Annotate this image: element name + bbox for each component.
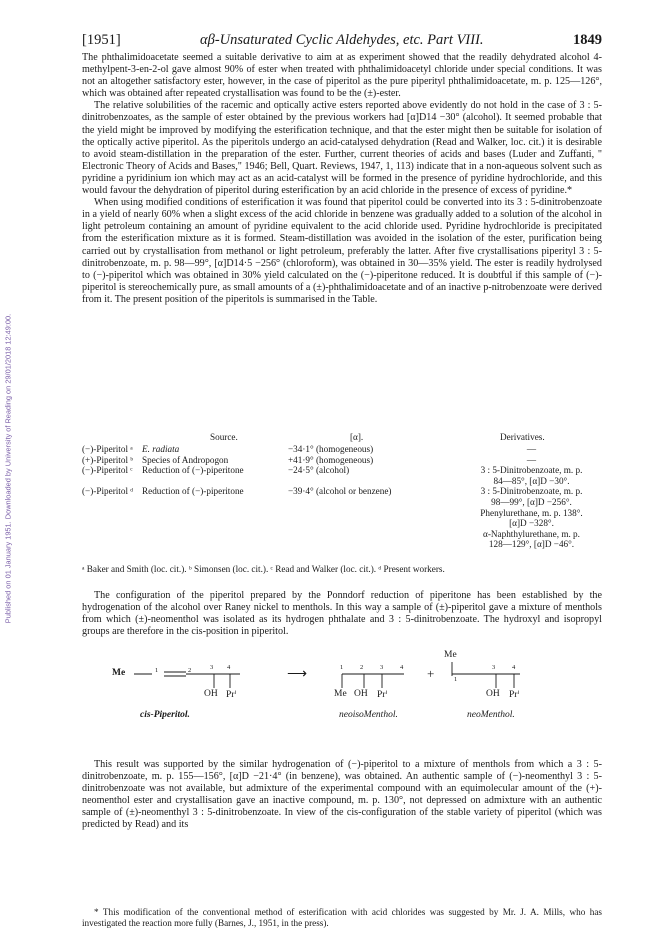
table-cell: −34·1° (homogeneous) xyxy=(288,444,374,454)
atom-number: 3 xyxy=(380,664,384,671)
atom-number: 4 xyxy=(400,664,404,671)
download-stamp-text: Published on 01 January 1951. Downloaded by University of Reading on 29/01/2018 12:49:00. xyxy=(3,313,13,624)
derivative-line: 84—85°, [α]D −30°. xyxy=(493,475,570,486)
derivative-line: 3 : 5-Dinitrobenzoate, m. p. xyxy=(480,465,583,476)
body-text xyxy=(82,759,602,832)
body-text xyxy=(82,590,602,638)
derivative-line: 128—129°, [α]D −46°. xyxy=(488,539,575,550)
table-cell: — xyxy=(526,454,537,465)
reaction-arrow: ⟶ xyxy=(287,667,308,682)
atom-number: 3 xyxy=(492,664,496,671)
footnote-text: * This modification of the conventional method of esterification with acid chlorides was suggested by Mr. J. A. Mills, who has investigated the reaction more fully (Barnes, J., 1951, in the press). xyxy=(82,907,602,928)
hydroxyl-label: OH xyxy=(204,689,218,699)
paragraph: The configuration of the piperitol prepared by the Ponndorf reduction of piperitone has been established by the hydrogenation of the alcohol over Raney nickel to menthols. In this way a sample of (±)-piperitol gave a mixture of menthols from which (±)-neomenthol was isolated as its hydrogen phthalate and 3 : 5-dinitrobenzoate. The hydroxyl and isopropyl groups are therefore in the cis-position in piperitol. xyxy=(82,590,602,638)
table-cell: +41·9° (homogeneous) xyxy=(288,454,374,465)
atom-number: 1 xyxy=(454,676,458,683)
atom-number: 1 xyxy=(340,664,344,671)
derivative-line: 98—99°, [α]D −256°. xyxy=(491,496,572,507)
atom-number: 3 xyxy=(210,664,214,671)
compound-label: neoMenthol. xyxy=(467,710,515,720)
table-cell: −24·5° (alcohol) xyxy=(288,465,350,476)
plus-sign: + xyxy=(427,666,435,681)
table-cell: (−)-Piperitol ᵈ xyxy=(82,486,134,497)
isopropyl-label: Prⁱ xyxy=(509,690,520,700)
page-footnote xyxy=(82,907,602,929)
compound-label: cis-Piperitol. xyxy=(140,710,190,720)
paragraph: The phthalimidoacetate seemed a suitable derivative to aim at as experiment showed that the readily dehydrated alcohol 4-methylpent-3-en-2-ol gave almost 90% of ester when treated with phthalimidoacetyl chloride under special conditions. It was not an altogether satisfactory ester, however, in the case of piperitol as the pure piperityl phthalimidoacetate, m. p. 125—126°, which was obtained after repeated crystallisation was found to be the (±)-ester. xyxy=(82,52,602,100)
body-text xyxy=(82,52,602,306)
table-cell: — xyxy=(526,444,537,454)
hydroxyl-label: OH xyxy=(486,689,500,699)
table-cell: (−)-Piperitol ᵃ xyxy=(82,444,133,454)
table-cell xyxy=(461,486,602,550)
table-cell: Reduction of (−)-piperitone xyxy=(142,465,244,476)
derivative-line: 3 : 5-Dinitrobenzoate, m. p. xyxy=(480,486,583,497)
paragraph: This result was supported by the similar hydrogenation of (−)-piperitol to a mixture of menthols from which a 3 : 5-dinitrobenzoate, m. p. 155—156°, [α]D −21·4° (in benzene), was obtained. An authentic sample of (−)-neomenthyl 3 : 5-dinitrobenzoate was not available, but admixture of the experimental compound with an equimolecular amount of the (+)-neomenthol ester and crystallisation gave an inactive compound, m. p. 130°, not depressed on admixture with an authentic sample of (±)-neomenthyl 3 : 5-dinitrobenzoate. In view of the cis-configuration of the stable variety of piperitol (which was predicted by Read) and its xyxy=(82,759,602,831)
page-number: 1849 xyxy=(573,32,602,48)
compound-label: neoisoMenthol. xyxy=(339,710,398,720)
atom-number: 4 xyxy=(512,664,516,671)
column-header: Derivatives. xyxy=(500,432,545,442)
header-year: [1951] xyxy=(82,32,121,48)
table-cell: E. radiata xyxy=(142,444,180,454)
table-footnote: ᵃ Baker and Smith (loc. cit.). ᵇ Simonsen (loc. cit.). ᶜ Read and Walker (loc. cit.). ᵈ Present workers. xyxy=(82,564,445,574)
table-cell: Species of Andropogon xyxy=(142,454,229,465)
table-row xyxy=(82,455,602,466)
methyl-label: Me xyxy=(112,668,126,678)
methyl-label: Me xyxy=(444,650,457,660)
paragraph: The relative solubilities of the racemic and optically active esters reported above evidently do not hold in the case of 3 : 5-dinitrobenzoates, as the sample of ester obtained by the previous workers had [α]D14 −30° (alcohol). It seemed probable that the yield might be improved by modifying the esterification technique, and that the ester might then be suitable for isolation of the optically active piperitol. As the piperitols undergo an acid-catalysed dehydration (Read and Walker, loc. cit.) it is desirable to avoid steam-distillation in the preparation of the ester. Further, current theories of acids and bases (Luder and Zuffanti, " Electronic Theory of Acids and Bases," 1946; Bell, Quart. Reviews, 1947, 1, 113) indicate that in a non-aqueous solvent such as pyridine a pyridinium ion which may act as an acid-catalyst will be formed in the presence of pyridine hydrochloride, and this would favour the dehydration of piperitol during esterification by an acid chloride in the presence of excess of pyridine.* xyxy=(82,100,602,197)
table-cell: Reduction of (−)-piperitone xyxy=(142,486,244,497)
isopropyl-label: Prⁱ xyxy=(226,690,237,700)
derivative-line: [α]D −328°. xyxy=(509,518,554,529)
atom-number: 4 xyxy=(227,664,231,671)
running-header xyxy=(82,32,602,50)
table-row xyxy=(82,465,602,486)
derivative-line: α-Naphthylurethane, m. p. xyxy=(483,528,580,539)
table-cell: −39·4° (alcohol or benzene) xyxy=(288,486,392,497)
paragraph: When using modified conditions of esterification it was found that piperitol could be converted into its 3 : 5-dinitrobenzoate in a yield of nearly 60% when a slight excess of the acid chloride in benzene was gradually added to a solution of the alcohol in light petroleum containing an amount of pyridine equivalent to the acid chloride used. Pyridine hydrochloride is precipitated from the esterification mixture as it is formed. Steam-distillation was avoided in the isolation of the ester, purification being carried out by crystallisation from methanol or light petroleum, preferably the latter. After five crystallisations piperityl 3 : 5-dinitrobenzoate, m. p. 98—99°, [α]D14·5 −256° (chloroform), was obtained in 30—35% yield. The ester is readily hydrolysed to (−)-piperitol which was obtained in 30% yield calculated on the (−)-piperitone reduced. It is doubtful if this sample of (−)-piperitol is stereochemically pure, as small amounts of a (±)-phthalimidoacetate and of an inactive p-nitrobenzoate were derived from it. The present position of the piperitols is summarised in the Table. xyxy=(82,197,602,305)
reaction-scheme xyxy=(82,652,602,742)
hydroxyl-label: OH xyxy=(354,689,368,699)
column-header: Source. xyxy=(210,432,238,442)
atom-number: 2 xyxy=(188,667,192,674)
atom-number: 2 xyxy=(360,664,364,671)
table-row xyxy=(82,444,602,455)
table-cell xyxy=(461,465,602,486)
header-title: αβ-Unsaturated Cyclic Aldehydes, etc. Part VIII. xyxy=(200,32,484,48)
table-cell: (−)-Piperitol ᶜ xyxy=(82,465,133,476)
piperitol-table xyxy=(82,432,602,574)
methyl-label: Me xyxy=(334,689,347,699)
table-header xyxy=(82,432,602,444)
atom-number: 1 xyxy=(155,667,159,674)
column-header: [α]. xyxy=(350,432,364,442)
table-row xyxy=(82,486,602,550)
table-cell: (+)-Piperitol ᵇ xyxy=(82,454,134,465)
derivative-line: Phenylurethane, m. p. 138°. xyxy=(480,507,583,518)
isopropyl-label: Prⁱ xyxy=(377,690,388,700)
download-stamp xyxy=(2,150,14,790)
